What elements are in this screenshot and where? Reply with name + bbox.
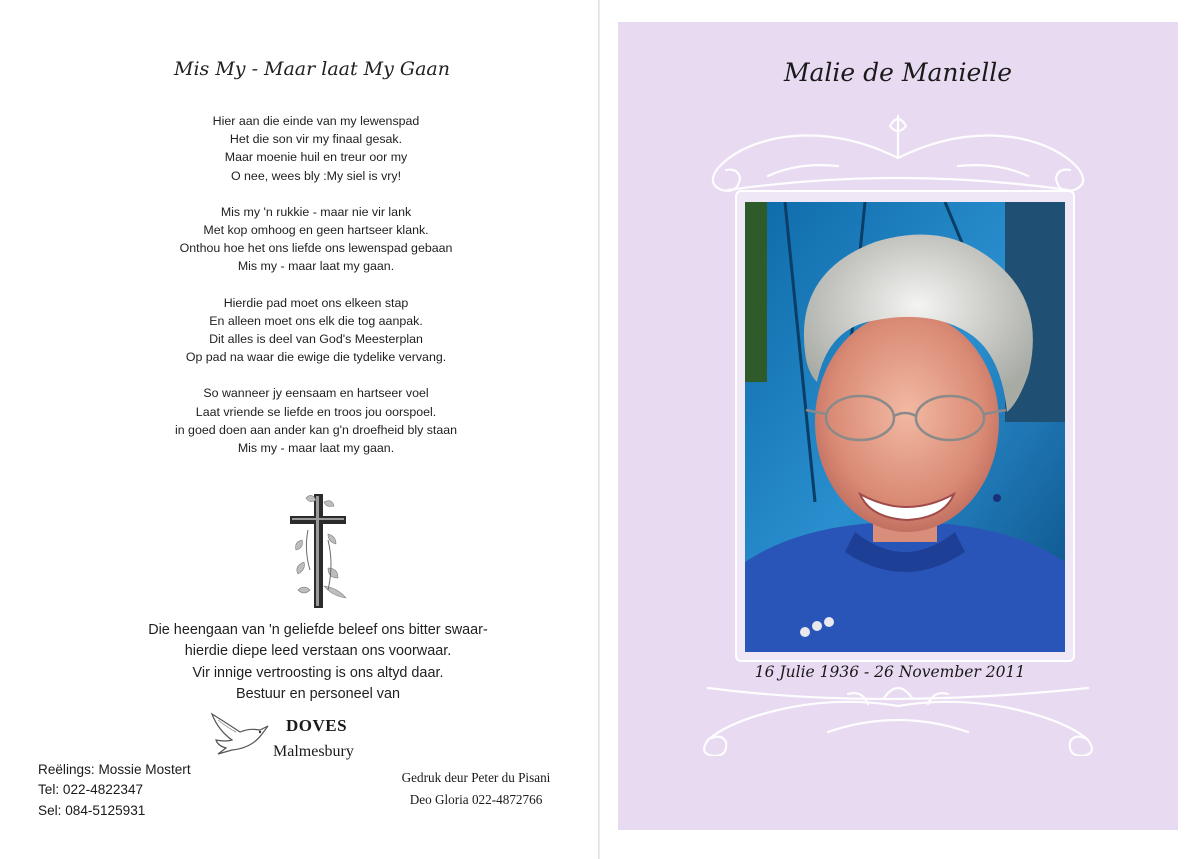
poem-stanza <box>0 203 632 276</box>
deceased-name: Malie de Manielle <box>783 58 1013 87</box>
arrangements-contact: Reëlings: Mossie Mostert <box>38 762 191 777</box>
condolence-line: Bestuur en personeel van <box>235 686 400 703</box>
life-dates: 16 Julie 1936 - 26 November 2011 <box>754 663 1026 681</box>
scroll-ornament-icon <box>688 676 1108 756</box>
poem-line: Maar moenie huil en treur oor my <box>224 150 408 165</box>
poem-title: Mis My - Maar laat My Gaan <box>174 58 450 80</box>
company-name: DOVES <box>286 716 348 735</box>
poem-line: Mis my - maar laat my gaan. <box>237 259 395 274</box>
contact-info <box>38 760 191 821</box>
cross-with-lilies-icon <box>284 490 356 612</box>
printed-by: Gedruk deur Peter du Pisani <box>401 770 551 785</box>
printer-contact: Deo Gloria 022-4872766 <box>409 792 543 807</box>
poem-line: Dit alles is deel van God's Meesterplan <box>209 332 423 347</box>
condolence-line: hierdie diepe leed verstaan ons voorwaar. <box>184 643 452 660</box>
company-town: Malmesbury <box>273 743 354 760</box>
poem-line: Onthou hoe het ons liefde ons lewenspad gebaan <box>179 241 453 256</box>
poem-line: Het die son vir my finaal gesak. <box>229 132 403 147</box>
poem <box>0 112 632 475</box>
dove-icon <box>208 706 272 756</box>
poem-line: En alleen moet ons elk die tog aanpak. <box>209 313 423 328</box>
poem-line: Op pad na waar die ewige die tydelike vervang. <box>185 350 447 365</box>
condolence-line: Die heengaan van 'n geliefde beleef ons bitter swaar- <box>148 622 488 638</box>
poem-line: Mis my 'n rukkie - maar nie vir lank <box>220 204 412 219</box>
poem-line: Hierdie pad moet ons elkeen stap <box>223 295 409 310</box>
poem-stanza <box>0 112 632 185</box>
poem-line: Laat vriende se liefde en troos jou oorspoel. <box>195 404 437 419</box>
telephone-number: Tel: 022-4822347 <box>38 782 144 798</box>
condolence-message <box>0 620 636 706</box>
poem-stanza <box>0 294 632 367</box>
poem-line: Mis my - maar laat my gaan. <box>237 441 395 456</box>
cell-number: Sel: 084-5125931 <box>38 802 146 818</box>
condolence-line: Vir innige vertroosting is ons altyd daar. <box>192 664 444 681</box>
poem-line: Hier aan die einde van my lewenspad <box>212 114 420 128</box>
portrait-photo <box>745 202 1065 652</box>
poem-line: So wanneer jy eensaam en hartseer voel <box>203 386 429 401</box>
poem-stanza <box>0 384 632 457</box>
poem-line: Met kop omhoog en geen hartseer klank. <box>203 223 429 238</box>
printer-info <box>376 767 576 811</box>
poem-line: O nee, wees bly :My siel is vry! <box>230 168 402 183</box>
poem-line: in goed doen aan ander kan g'n droefheid bly staan <box>174 422 458 437</box>
